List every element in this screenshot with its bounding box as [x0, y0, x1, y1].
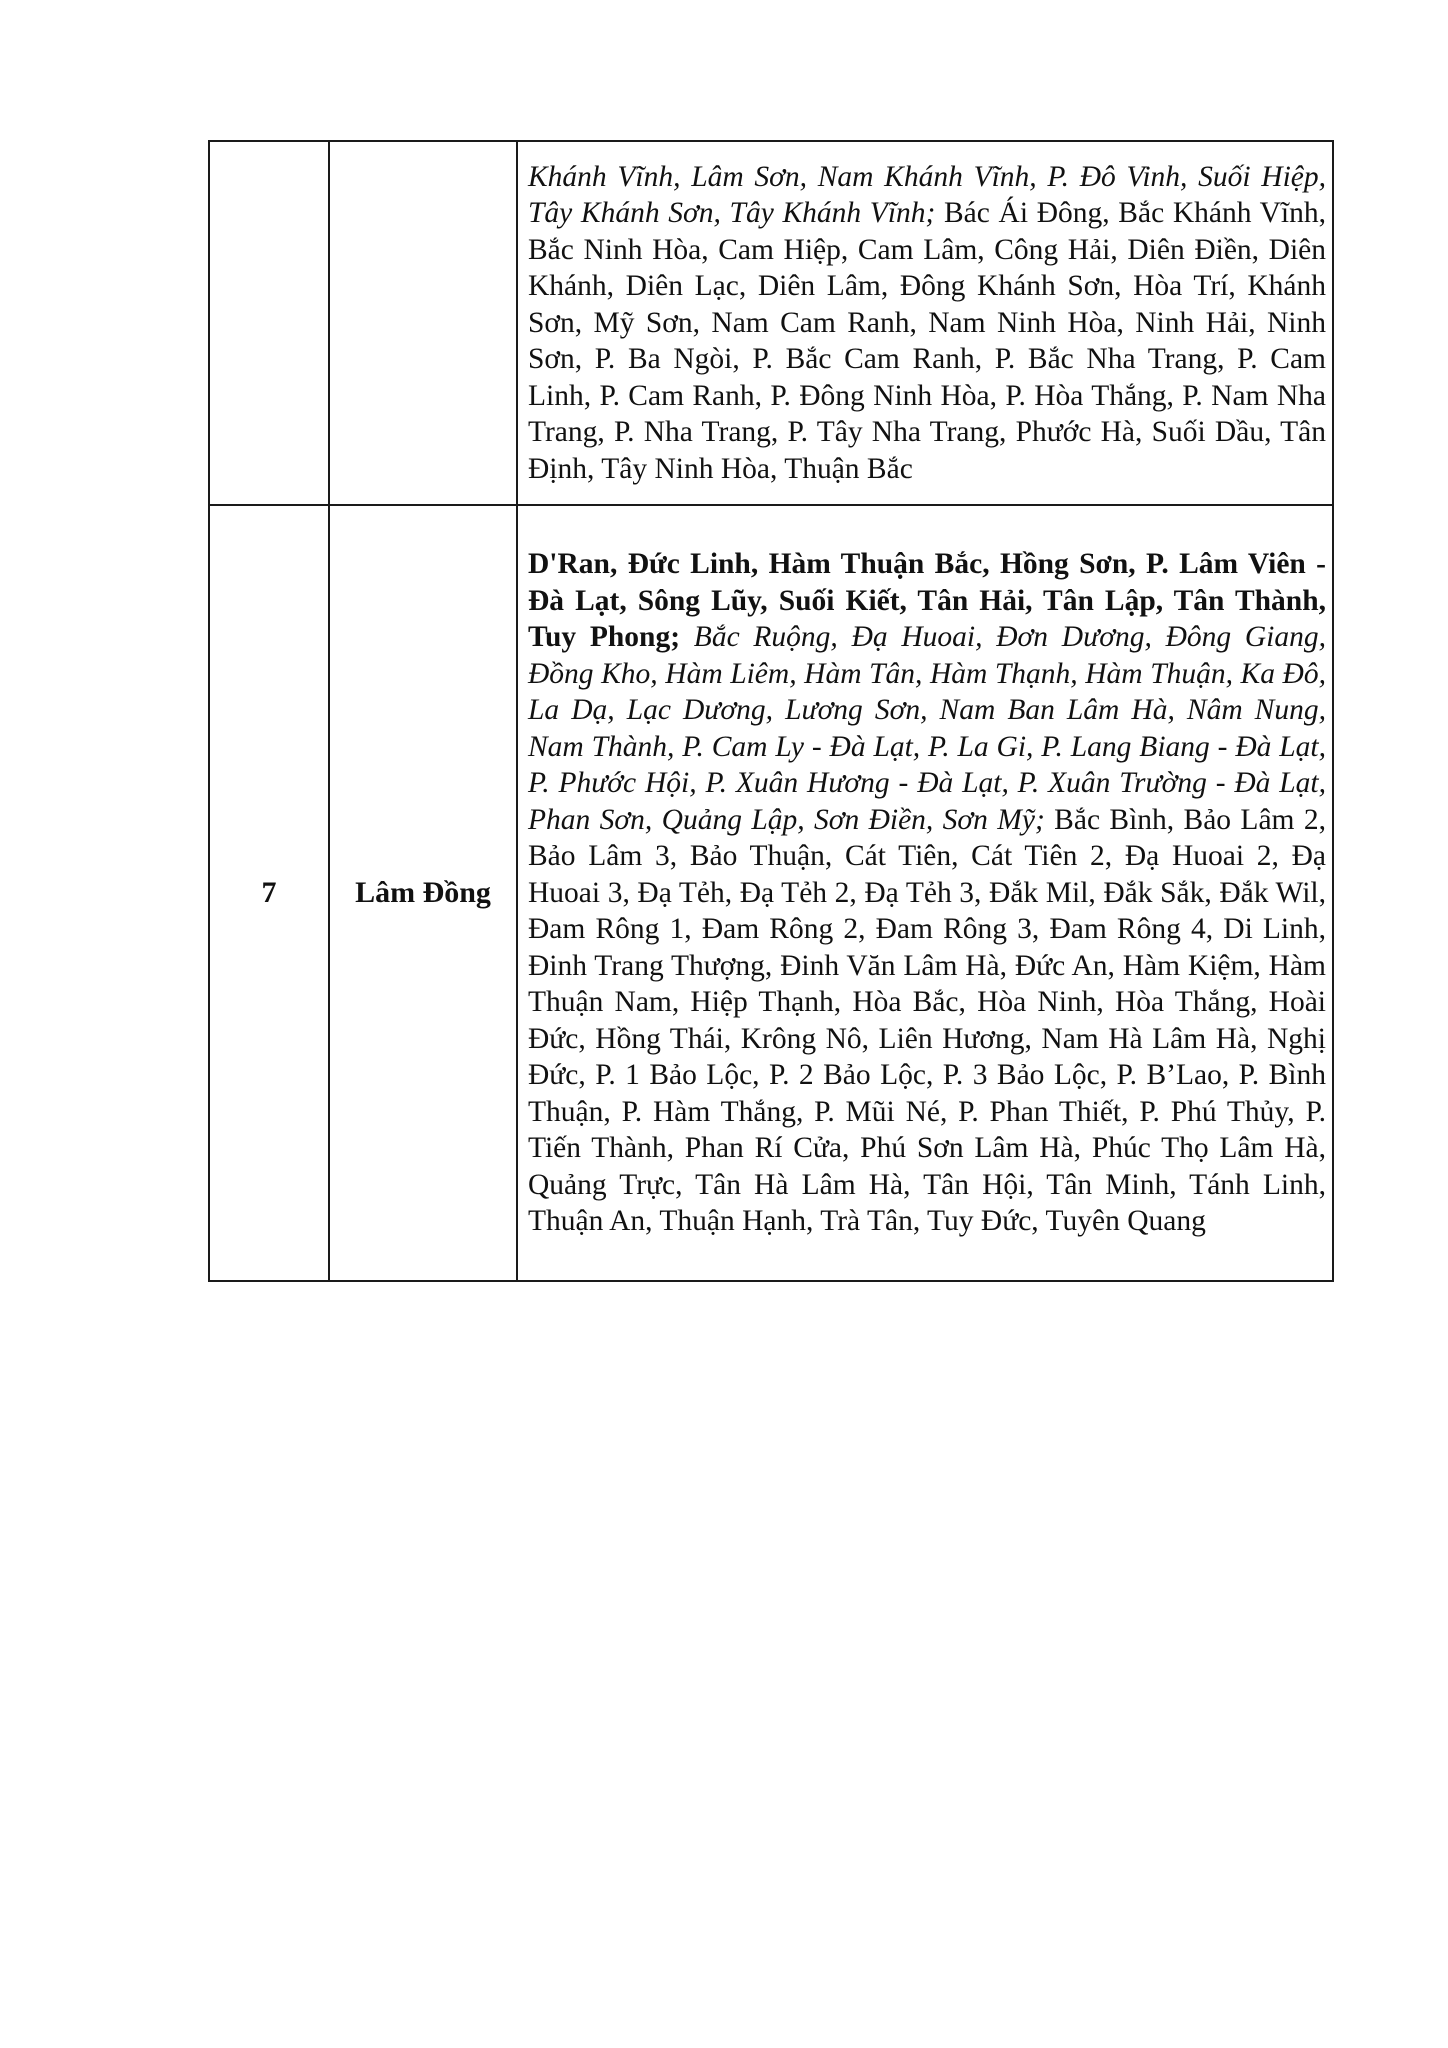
commune-list-italic: Khánh Vĩnh, Lâm Sơn, Nam Khánh Vĩnh, P. Đô Vinh, Suối Hiệp, Tây Khánh Sơn, Tây Khánh Vĩnh;: [528, 160, 1326, 230]
row-number-cell: [209, 141, 329, 505]
table-row: [209, 505, 1333, 1281]
commune-list-normal: Bác Ái Đông, Bắc Khánh Vĩnh, Bắc Ninh Hòa, Cam Hiệp, Cam Lâm, Công Hải, Diên Điền, Diên Khánh, Diên Lạc, Diên Lâm, Đông Khánh Sơn, Hòa Trí, Khánh Sơn, Mỹ Sơn, Nam Cam Ranh, Nam Ninh Hòa, Ninh Hải, Ninh Sơn, P. Ba Ngòi, P. Bắc Cam Ranh, P. Bắc Nha Trang, P. Cam Linh, P. Cam Ranh, P. Đông Ninh Hòa, P. Hòa Thắng, P. Nam Nha Trang, P. Nha Trang, P. Tây Nha Trang, Phước Hà, Suối Dầu, Tân Định, Tây Ninh Hòa, Thuận Bắc: [528, 197, 1326, 485]
province-cell: [329, 141, 517, 505]
province-cell: Lâm Đồng: [329, 505, 517, 1281]
commune-list-cell: [517, 505, 1333, 1281]
commune-table: [208, 140, 1334, 1282]
commune-list-bold: D'Ran, Đức Linh, Hàm Thuận Bắc, Hồng Sơn, P. Lâm Viên - Đà Lạt, Sông Lũy, Suối Kiết, Tân Hải, Tân Lập, Tân Thành, Tuy Phong;: [528, 548, 1326, 654]
commune-list-italic: Bắc Ruộng, Đạ Huoai, Đơn Dương, Đông Giang, Đồng Kho, Hàm Liêm, Hàm Tân, Hàm Thạnh, Hàm Thuận, Ka Đô, La Dạ, Lạc Dương, Lương Sơn, Nam Ban Lâm Hà, Nâm Nung, Nam Thành, P. Cam Ly - Đà Lạt, P. La Gi, P. Lang Biang - Đà Lạt, P. Phước Hội, P. Xuân Hương - Đà Lạt, P. Xuân Trường - Đà Lạt, Phan Sơn, Quảng Lập, Sơn Điền, Sơn Mỹ;: [528, 621, 1327, 836]
table-row: [209, 141, 1333, 505]
commune-list-normal: Bắc Bình, Bảo Lâm 2, Bảo Lâm 3, Bảo Thuận, Cát Tiên, Cát Tiên 2, Đạ Huoai 2, Đạ Huoai 3, Đạ Tẻh, Đạ Tẻh 2, Đạ Tẻh 3, Đắk Mil, Đắk Sắk, Đắk Wil, Đam Rông 1, Đam Rông 2, Đam Rông 3, Đam Rông 4, Di Linh, Đinh Trang Thượng, Đinh Văn Lâm Hà, Đức An, Hàm Kiệm, Hàm Thuận Nam, Hiệp Thạnh, Hòa Bắc, Hòa Ninh, Hòa Thắng, Hoài Đức, Hồng Thái, Krông Nô, Liên Hương, Nam Hà Lâm Hà, Nghị Đức, P. 1 Bảo Lộc, P. 2 Bảo Lộc, P. 3 Bảo Lộc, P. B’Lao, P. Bình Thuận, P. Hàm Thắng, P. Mũi Né, P. Phan Thiết, P. Phú Thủy, P. Tiến Thành, Phan Rí Cửa, Phú Sơn Lâm Hà, Phúc Thọ Lâm Hà, Quảng Trực, Tân Hà Lâm Hà, Tân Hội, Tân Minh, Tánh Linh, Thuận An, Thuận Hạnh, Trà Tân, Tuy Đức, Tuyên Quang: [528, 803, 1326, 1238]
commune-list-cell: [517, 141, 1333, 505]
row-number-cell: 7: [209, 505, 329, 1281]
